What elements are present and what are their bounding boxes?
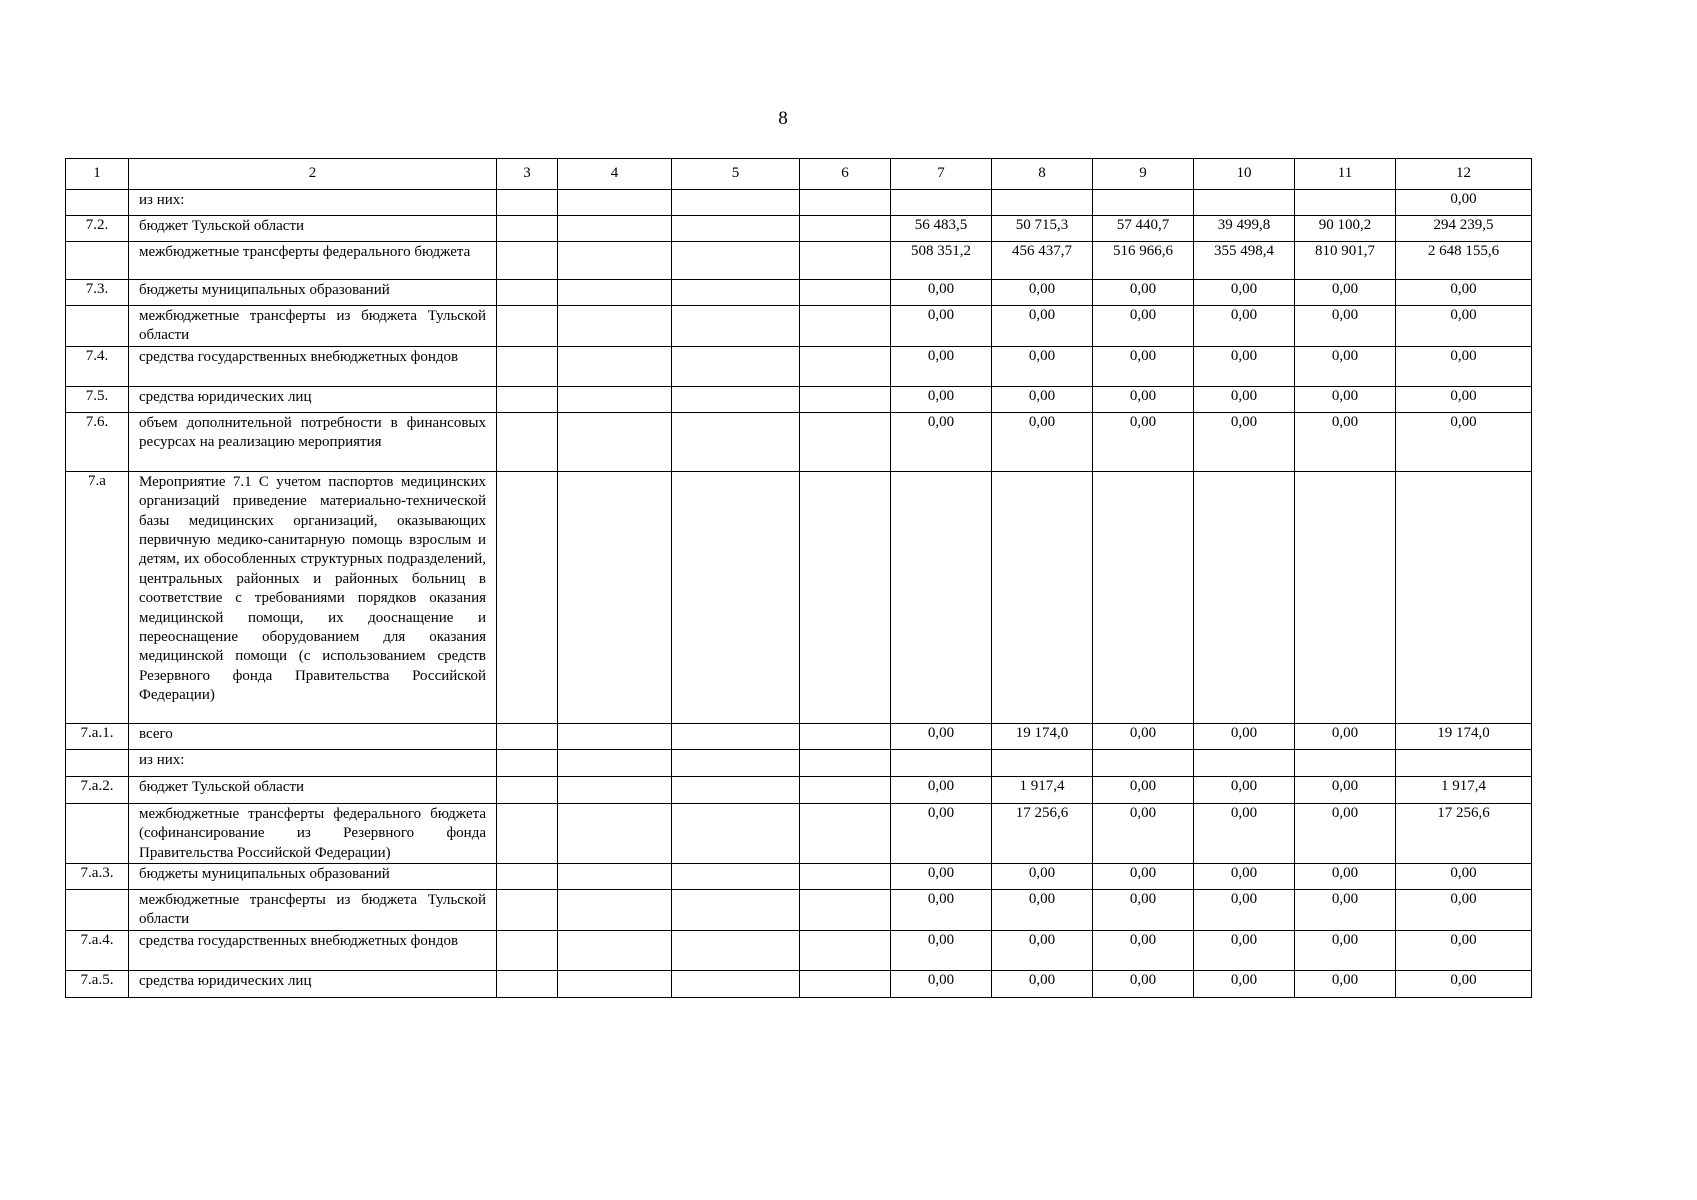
empty-cell-col6	[800, 803, 891, 863]
value-cell-v8: 0,00	[992, 864, 1093, 890]
empty-cell-col6	[800, 776, 891, 803]
value-cell-v10	[1194, 190, 1295, 216]
value-cell-v11: 0,00	[1295, 723, 1396, 749]
empty-cell-col5	[672, 386, 800, 412]
value-cell-v12: 0,00	[1396, 190, 1532, 216]
table-row	[66, 864, 1532, 890]
value-cell-v10: 0,00	[1194, 306, 1295, 347]
empty-cell-col5	[672, 306, 800, 347]
value-cell-v11: 0,00	[1295, 346, 1396, 386]
empty-cell-col6	[800, 412, 891, 471]
row-number-cell: 7.2.	[66, 216, 129, 242]
row-description-cell: средства юридических лиц	[129, 386, 497, 412]
row-number-cell: 7.3.	[66, 280, 129, 306]
table-row	[66, 306, 1532, 347]
row-number-cell: 7.а.2.	[66, 776, 129, 803]
empty-cell-col6	[800, 280, 891, 306]
value-cell-v11: 0,00	[1295, 803, 1396, 863]
value-cell-v9: 0,00	[1093, 346, 1194, 386]
table-row	[66, 930, 1532, 970]
row-number-cell: 7.а	[66, 471, 129, 723]
header-cell-9: 9	[1093, 159, 1194, 190]
page-number: 8	[778, 108, 788, 129]
value-cell-v11	[1295, 190, 1396, 216]
value-cell-v7: 0,00	[891, 723, 992, 749]
row-number-cell: 7.6.	[66, 412, 129, 471]
value-cell-v11: 0,00	[1295, 890, 1396, 931]
value-cell-v10: 0,00	[1194, 970, 1295, 997]
value-cell-v12	[1396, 471, 1532, 723]
empty-cell-col4	[558, 280, 672, 306]
header-cell-7: 7	[891, 159, 992, 190]
empty-cell-col6	[800, 723, 891, 749]
value-cell-v12: 0,00	[1396, 970, 1532, 997]
empty-cell-col5	[672, 749, 800, 776]
empty-cell-col4	[558, 890, 672, 931]
table-row	[66, 216, 1532, 242]
empty-cell-col5	[672, 216, 800, 242]
empty-cell-col4	[558, 216, 672, 242]
value-cell-v12: 0,00	[1396, 890, 1532, 931]
header-cell-3: 3	[497, 159, 558, 190]
value-cell-v12: 1 917,4	[1396, 776, 1532, 803]
value-cell-v11	[1295, 471, 1396, 723]
empty-cell-col4	[558, 242, 672, 280]
empty-cell-col3	[497, 306, 558, 347]
row-description-cell: средства государственных внебюджетных фондов	[129, 346, 497, 386]
value-cell-v11: 0,00	[1295, 970, 1396, 997]
value-cell-v10: 0,00	[1194, 803, 1295, 863]
value-cell-v7: 0,00	[891, 386, 992, 412]
header-cell-12: 12	[1396, 159, 1532, 190]
row-description-cell: из них:	[129, 190, 497, 216]
row-description-cell: всего	[129, 723, 497, 749]
table-row	[66, 471, 1532, 723]
value-cell-v12: 0,00	[1396, 386, 1532, 412]
table-row	[66, 386, 1532, 412]
row-description-cell: бюджет Тульской области	[129, 216, 497, 242]
value-cell-v7: 0,00	[891, 864, 992, 890]
value-cell-v11: 0,00	[1295, 930, 1396, 970]
table-row	[66, 242, 1532, 280]
empty-cell-col5	[672, 864, 800, 890]
value-cell-v12: 0,00	[1396, 930, 1532, 970]
empty-cell-col3	[497, 776, 558, 803]
empty-cell-col3	[497, 471, 558, 723]
empty-cell-col4	[558, 930, 672, 970]
value-cell-v8: 456 437,7	[992, 242, 1093, 280]
value-cell-v8: 17 256,6	[992, 803, 1093, 863]
row-number-cell: 7.а.4.	[66, 930, 129, 970]
value-cell-v9: 0,00	[1093, 864, 1194, 890]
value-cell-v7: 508 351,2	[891, 242, 992, 280]
table-row	[66, 723, 1532, 749]
value-cell-v9: 0,00	[1093, 412, 1194, 471]
value-cell-v9	[1093, 190, 1194, 216]
budget-table	[65, 158, 1532, 998]
row-description-cell: межбюджетные трансферты федерального бюджета	[129, 242, 497, 280]
value-cell-v12: 0,00	[1396, 412, 1532, 471]
empty-cell-col4	[558, 776, 672, 803]
value-cell-v9: 0,00	[1093, 803, 1194, 863]
value-cell-v9: 0,00	[1093, 776, 1194, 803]
value-cell-v8	[992, 190, 1093, 216]
value-cell-v9: 0,00	[1093, 970, 1194, 997]
value-cell-v9: 0,00	[1093, 723, 1194, 749]
value-cell-v7: 0,00	[891, 803, 992, 863]
empty-cell-col5	[672, 242, 800, 280]
empty-cell-col6	[800, 471, 891, 723]
empty-cell-col4	[558, 386, 672, 412]
header-cell-4: 4	[558, 159, 672, 190]
value-cell-v10: 0,00	[1194, 412, 1295, 471]
row-number-cell	[66, 803, 129, 863]
row-description-cell: бюджеты муниципальных образований	[129, 280, 497, 306]
value-cell-v7: 0,00	[891, 306, 992, 347]
empty-cell-col6	[800, 749, 891, 776]
empty-cell-col5	[672, 471, 800, 723]
value-cell-v7: 0,00	[891, 930, 992, 970]
row-number-cell	[66, 890, 129, 931]
value-cell-v10: 0,00	[1194, 890, 1295, 931]
table-body	[66, 159, 1532, 998]
header-cell-8: 8	[992, 159, 1093, 190]
value-cell-v8: 19 174,0	[992, 723, 1093, 749]
value-cell-v10: 0,00	[1194, 864, 1295, 890]
value-cell-v9: 0,00	[1093, 386, 1194, 412]
header-row	[66, 159, 1532, 190]
table-row	[66, 776, 1532, 803]
empty-cell-col5	[672, 280, 800, 306]
row-number-cell	[66, 749, 129, 776]
row-description-cell: межбюджетные трансферты из бюджета Тульской области	[129, 306, 497, 347]
row-description-cell: бюджет Тульской области	[129, 776, 497, 803]
value-cell-v12: 2 648 155,6	[1396, 242, 1532, 280]
table-row	[66, 803, 1532, 863]
empty-cell-col4	[558, 190, 672, 216]
empty-cell-col3	[497, 930, 558, 970]
row-description-cell: средства юридических лиц	[129, 970, 497, 997]
table-row	[66, 412, 1532, 471]
value-cell-v10	[1194, 471, 1295, 723]
value-cell-v8: 0,00	[992, 890, 1093, 931]
empty-cell-col6	[800, 346, 891, 386]
value-cell-v10: 355 498,4	[1194, 242, 1295, 280]
empty-cell-col5	[672, 890, 800, 931]
empty-cell-col4	[558, 864, 672, 890]
value-cell-v11: 0,00	[1295, 306, 1396, 347]
header-cell-5: 5	[672, 159, 800, 190]
value-cell-v8: 0,00	[992, 346, 1093, 386]
value-cell-v8	[992, 471, 1093, 723]
header-cell-1: 1	[66, 159, 129, 190]
table-row	[66, 190, 1532, 216]
value-cell-v9: 516 966,6	[1093, 242, 1194, 280]
value-cell-v8: 0,00	[992, 386, 1093, 412]
empty-cell-col3	[497, 346, 558, 386]
value-cell-v10: 0,00	[1194, 280, 1295, 306]
value-cell-v10: 39 499,8	[1194, 216, 1295, 242]
header-cell-10: 10	[1194, 159, 1295, 190]
value-cell-v10: 0,00	[1194, 776, 1295, 803]
value-cell-v12: 17 256,6	[1396, 803, 1532, 863]
value-cell-v12	[1396, 749, 1532, 776]
empty-cell-col5	[672, 776, 800, 803]
empty-cell-col3	[497, 386, 558, 412]
value-cell-v12: 0,00	[1396, 280, 1532, 306]
empty-cell-col6	[800, 242, 891, 280]
value-cell-v11: 0,00	[1295, 386, 1396, 412]
value-cell-v7: 56 483,5	[891, 216, 992, 242]
row-description-cell: объем дополнительной потребности в финансовых ресурсах на реализацию мероприятия	[129, 412, 497, 471]
empty-cell-col4	[558, 970, 672, 997]
value-cell-v11: 0,00	[1295, 412, 1396, 471]
value-cell-v9: 0,00	[1093, 280, 1194, 306]
header-cell-2: 2	[129, 159, 497, 190]
value-cell-v7	[891, 190, 992, 216]
value-cell-v9	[1093, 749, 1194, 776]
row-description-cell: Мероприятие 7.1 С учетом паспортов медицинских организаций приведение материально-технической базы медицинских организаций, оказывающих первичную медико-санитарную помощь взрослым и детям, их обособленных структурных подразделений, центральных районных и районных больниц в соответствие с требованиями порядков оказания медицинской помощи, их дооснащение и переоснащение оборудованием для оказания медицинской помощи (с использованием средств Резервного фонда Правительства Российской Федерации)	[129, 471, 497, 723]
value-cell-v11	[1295, 749, 1396, 776]
row-description-cell: бюджеты муниципальных образований	[129, 864, 497, 890]
empty-cell-col4	[558, 471, 672, 723]
value-cell-v11: 0,00	[1295, 776, 1396, 803]
row-description-cell: из них:	[129, 749, 497, 776]
table-row	[66, 970, 1532, 997]
row-number-cell: 7.5.	[66, 386, 129, 412]
value-cell-v12: 294 239,5	[1396, 216, 1532, 242]
empty-cell-col6	[800, 930, 891, 970]
value-cell-v12: 0,00	[1396, 306, 1532, 347]
value-cell-v12: 0,00	[1396, 864, 1532, 890]
table-row	[66, 346, 1532, 386]
empty-cell-col3	[497, 280, 558, 306]
value-cell-v10	[1194, 749, 1295, 776]
empty-cell-col5	[672, 190, 800, 216]
empty-cell-col3	[497, 412, 558, 471]
value-cell-v7: 0,00	[891, 346, 992, 386]
empty-cell-col3	[497, 970, 558, 997]
value-cell-v8: 0,00	[992, 412, 1093, 471]
value-cell-v9: 0,00	[1093, 890, 1194, 931]
value-cell-v10: 0,00	[1194, 930, 1295, 970]
value-cell-v7: 0,00	[891, 280, 992, 306]
value-cell-v8: 1 917,4	[992, 776, 1093, 803]
row-number-cell: 7.а.5.	[66, 970, 129, 997]
value-cell-v9: 0,00	[1093, 930, 1194, 970]
empty-cell-col6	[800, 216, 891, 242]
value-cell-v7: 0,00	[891, 890, 992, 931]
empty-cell-col3	[497, 749, 558, 776]
row-number-cell: 7.4.	[66, 346, 129, 386]
row-number-cell: 7.а.3.	[66, 864, 129, 890]
empty-cell-col4	[558, 723, 672, 749]
empty-cell-col3	[497, 723, 558, 749]
empty-cell-col4	[558, 749, 672, 776]
empty-cell-col3	[497, 242, 558, 280]
value-cell-v11: 0,00	[1295, 280, 1396, 306]
table-row	[66, 749, 1532, 776]
row-description-cell: межбюджетные трансферты из бюджета Тульской области	[129, 890, 497, 931]
empty-cell-col6	[800, 190, 891, 216]
empty-cell-col4	[558, 803, 672, 863]
empty-cell-col4	[558, 346, 672, 386]
header-cell-6: 6	[800, 159, 891, 190]
table-row	[66, 890, 1532, 931]
empty-cell-col3	[497, 216, 558, 242]
empty-cell-col5	[672, 930, 800, 970]
row-description-cell: средства государственных внебюджетных фондов	[129, 930, 497, 970]
value-cell-v12: 19 174,0	[1396, 723, 1532, 749]
empty-cell-col4	[558, 306, 672, 347]
value-cell-v8: 50 715,3	[992, 216, 1093, 242]
empty-cell-col4	[558, 412, 672, 471]
empty-cell-col6	[800, 890, 891, 931]
value-cell-v8	[992, 749, 1093, 776]
empty-cell-col5	[672, 412, 800, 471]
row-number-cell: 7.а.1.	[66, 723, 129, 749]
empty-cell-col6	[800, 386, 891, 412]
value-cell-v12: 0,00	[1396, 346, 1532, 386]
empty-cell-col5	[672, 346, 800, 386]
value-cell-v7: 0,00	[891, 970, 992, 997]
header-cell-11: 11	[1295, 159, 1396, 190]
empty-cell-col6	[800, 864, 891, 890]
empty-cell-col6	[800, 970, 891, 997]
value-cell-v7	[891, 471, 992, 723]
value-cell-v8: 0,00	[992, 280, 1093, 306]
table-row	[66, 280, 1532, 306]
value-cell-v9: 57 440,7	[1093, 216, 1194, 242]
value-cell-v11: 90 100,2	[1295, 216, 1396, 242]
value-cell-v8: 0,00	[992, 930, 1093, 970]
row-description-cell: межбюджетные трансферты федерального бюджета (софинансирование из Резервного фонда Правительства Российской Федерации)	[129, 803, 497, 863]
empty-cell-col5	[672, 723, 800, 749]
empty-cell-col3	[497, 864, 558, 890]
value-cell-v7: 0,00	[891, 776, 992, 803]
value-cell-v9: 0,00	[1093, 306, 1194, 347]
value-cell-v10: 0,00	[1194, 723, 1295, 749]
empty-cell-col5	[672, 970, 800, 997]
empty-cell-col3	[497, 190, 558, 216]
row-number-cell	[66, 242, 129, 280]
empty-cell-col3	[497, 803, 558, 863]
value-cell-v7	[891, 749, 992, 776]
value-cell-v11: 0,00	[1295, 864, 1396, 890]
value-cell-v8: 0,00	[992, 970, 1093, 997]
value-cell-v10: 0,00	[1194, 386, 1295, 412]
value-cell-v8: 0,00	[992, 306, 1093, 347]
value-cell-v9	[1093, 471, 1194, 723]
empty-cell-col5	[672, 803, 800, 863]
value-cell-v10: 0,00	[1194, 346, 1295, 386]
row-number-cell	[66, 190, 129, 216]
value-cell-v11: 810 901,7	[1295, 242, 1396, 280]
row-number-cell	[66, 306, 129, 347]
empty-cell-col6	[800, 306, 891, 347]
value-cell-v7: 0,00	[891, 412, 992, 471]
empty-cell-col3	[497, 890, 558, 931]
